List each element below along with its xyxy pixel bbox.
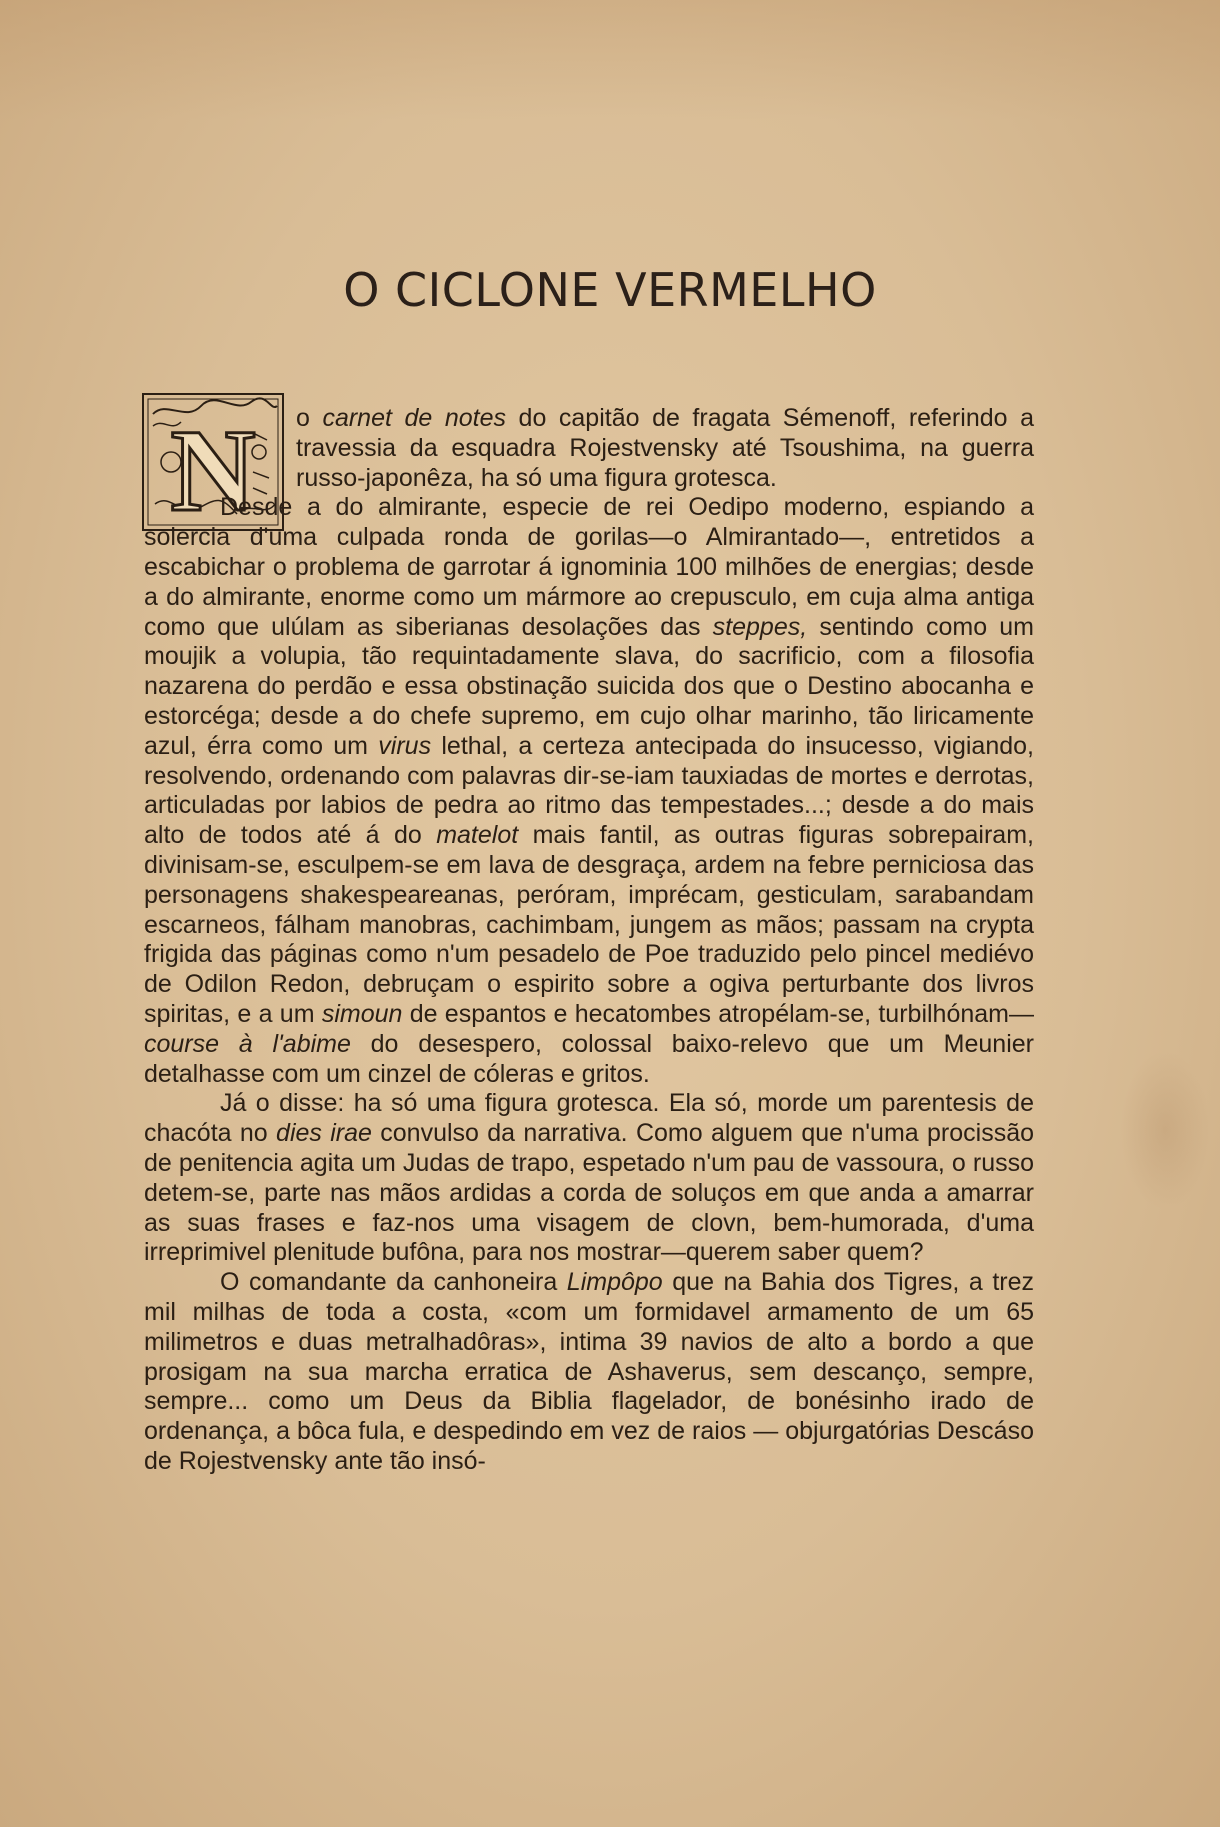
- italic-text: simoun: [321, 999, 403, 1028]
- text-run: Desde a do almirante, especie de rei Oedipo moderno, espiando a solercia d'uma culpada ronda de gorilas—o Almirantado—, entretidos a escabichar o problema de garrotar á ignominia 100 milhões de energias; desde a do almirante, enorme como um mármore ao crepusculo, em cuja alma antiga como que ulúlam as siberianas desolações das: [144, 493, 1034, 641]
- paragraph-2: [144, 493, 1034, 1089]
- text-run: de espantos e hecatombes atropélam-se, turbilhónam—: [402, 999, 1034, 1028]
- paragraph-4: [144, 1268, 1034, 1477]
- italic-text: matelot: [436, 821, 519, 850]
- italic-text: virus: [378, 731, 432, 760]
- paragraph-3: [144, 1089, 1034, 1268]
- text-run: do desespero, colossal baixo-relevo que um Meunier detalhasse com um cinzel de cóleras e gritos.: [144, 1029, 1034, 1088]
- text-run: convulso da narrativa. Como alguem que n'uma procissão de penitencia agita um Judas de trapo, espetado n'um pau de vassoura, o russo detem-se, parte nas mãos ardidas a corda de soluços em que anda a amarrar as suas frases e faz-nos uma visagem de clovn, bem-humorada, d'uma irreprimivel plenitude bufôna, para nos mostrar—querem saber quem?: [144, 1119, 1035, 1267]
- italic-text: course à l'abime: [144, 1029, 351, 1058]
- italic-text: carnet de notes: [322, 404, 506, 432]
- paper-top-shade: [0, 0, 1220, 120]
- text-run: sentindo como um moujik a volupia, tão requintadamente slava, do sacrificio, com a filosofia nazarena do perdão e essa obstinação suicida dos que o Destino abocanha e estorcéga; desde a do chefe supremo, em cujo olhar marinho, tão liricamente azul, érra como um: [144, 612, 1034, 760]
- paragraph-opening: [296, 404, 1034, 493]
- text-run: O comandante da canhoneira: [220, 1268, 567, 1297]
- italic-text: steppes,: [712, 612, 808, 641]
- body-text: [144, 404, 1034, 1477]
- dropcap-letter: N: [170, 405, 256, 532]
- italic-text: dies irae: [276, 1119, 372, 1148]
- italic-text: Limpôpo: [566, 1268, 663, 1297]
- paragraph-1: [144, 404, 1034, 493]
- text-run: do capitão de fragata Sémenoff, referindo a travessia da esquadra Rojestvensky até Tsoushima, na guerra russo-japonêza, ha só uma figura grotesca.: [296, 404, 1034, 492]
- text-run: mais fantil, as outras figuras sobrepairam, divinisam-se, esculpem-se em lava de desgraça, ardem na febre perniciosa das personagens shakespeareanas, peróram, imprécam, gesticulam, sarabandam escarneos, fálham manobras, cachimbam, jungem as mãos; passam na crypta frigida das páginas como n'um pesadelo de Poe traduzido pelo pincel mediévo de Odilon Redon, debruçam o espirito sobre a ogiva perturbante dos livros spiritas, e a um: [144, 821, 1034, 1028]
- text-run: que na Bahia dos Tigres, a trez mil milhas de toda a costa, «com um formidavel armamento de um 65 milimetros e duas metralhadôras», intima 39 navios de alto a bordo a que prosigam na sua marcha erratica de Ashaverus, sem descanço, sempre, sempre... como um Deus da Biblia flagelador, de bonésinho irado de ordenança, a bôca fula, e despedindo em vez de raios — objurgatórias Descáso de Rojestvensky ante tão insó-: [144, 1268, 1034, 1475]
- text-run: lethal, a certeza antecipada do insucesso, vigiando, resolvendo, ordenando com palavras dir-se-iam tauxiadas de mortes e derrotas, articuladas por labios de pedra ao ritmo das tempestades...; desde a do mais alto de todos até á do: [144, 731, 1034, 850]
- chapter-title: O CICLONE VERMELHO: [343, 262, 877, 317]
- text-run: Já o disse: ha só uma figura grotesca. Ela só, morde um parentesis de chacóta no: [144, 1089, 1034, 1148]
- paper-stain: [1120, 1050, 1210, 1210]
- text-run: o: [296, 404, 323, 432]
